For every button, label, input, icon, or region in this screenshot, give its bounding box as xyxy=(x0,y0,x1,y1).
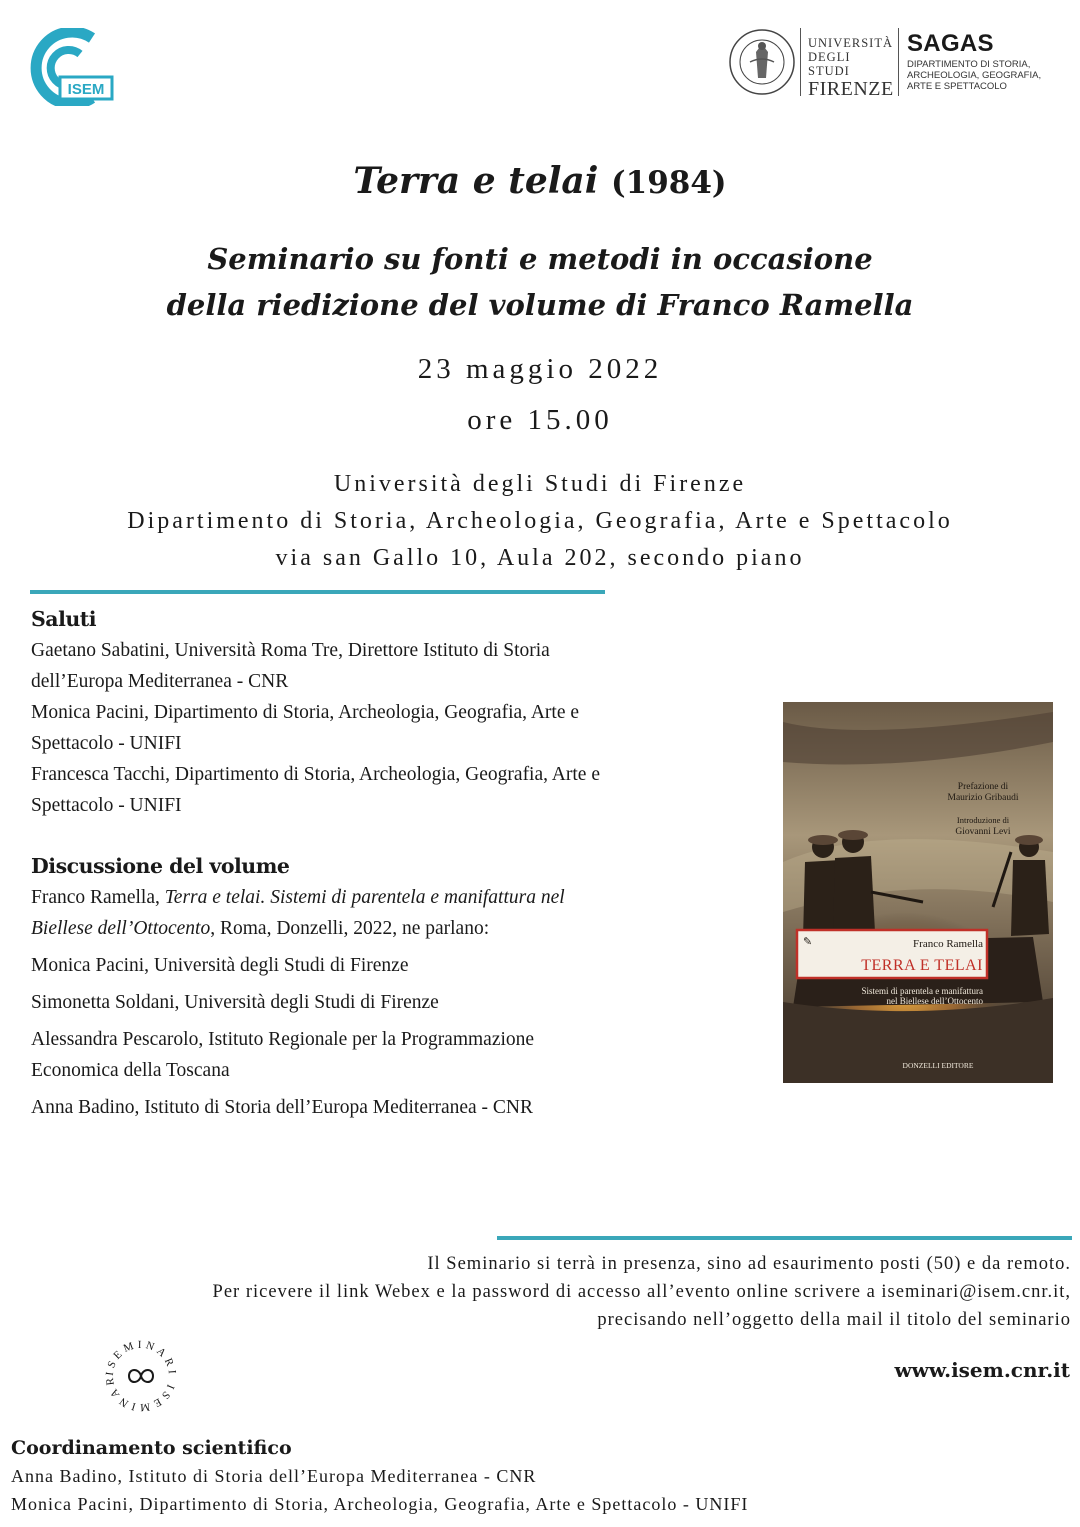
logo-divider xyxy=(898,28,899,96)
coordinamento-line: Anna Badino, Istituto di Storia dell’Europa Mediterranea - CNR xyxy=(11,1466,537,1486)
saluti-line: Spettacolo - UNIFI xyxy=(31,733,182,754)
cover-subtitle-2: nel Biellese dell’Ottocento xyxy=(886,996,983,1006)
speaker-line: Economica della Toscana xyxy=(31,1060,230,1081)
saluti-line: Gaetano Sabatini, Università Roma Tre, Direttore Istituto di Storia xyxy=(31,640,550,661)
university-name xyxy=(808,36,896,100)
divider-bottom xyxy=(497,1236,1072,1240)
cover-author: Franco Ramella xyxy=(913,938,983,950)
speaker-line: Alessandra Pescarolo, Istituto Regionale per la Programmazione xyxy=(31,1029,535,1050)
subtitle-line1: Seminario su fonti e metodi in occasione xyxy=(207,242,873,276)
coordinamento-section xyxy=(11,1434,1071,1518)
venue-line2: Dipartimento di Storia, Archeologia, Geografia, Arte e Spettacolo xyxy=(127,508,953,534)
subtitle-line2: della riedizione del volume di Franco Ramella xyxy=(166,288,914,322)
info-line3: precisando nell’oggetto della mail il titolo del seminario xyxy=(597,1310,1071,1330)
sagas-subtitle: DIPARTIMENTO DI STORIA, ARCHEOLOGIA, GEOGRAFIA, ARTE E SPETTACOLO xyxy=(907,59,1042,92)
venue-line3: via san Gallo 10, Aula 202, secondo piano xyxy=(275,545,805,571)
info-line2: Per ricevere il link Webex e la password di accesso all’evento online scrivere a iseminari@isem.cnr.it, xyxy=(212,1282,1071,1302)
coordinamento-heading: Coordinamento scientifico xyxy=(11,1437,292,1459)
book-publication: , Roma, Donzelli, 2022, ne parlano: xyxy=(210,918,490,939)
iseminari-seal-icon xyxy=(100,1335,182,1417)
book-cover-image xyxy=(783,702,1053,1083)
logo-divider xyxy=(800,28,801,96)
event-subtitle xyxy=(0,236,1080,328)
svg-text:ISEM: ISEM xyxy=(67,81,105,98)
cover-subtitle-1: Sistemi di parentela e manifattura xyxy=(861,986,983,996)
unifi-sagas-logo xyxy=(728,24,1058,100)
cover-intro-label: Introduzione di xyxy=(956,815,1010,825)
cover-pref-name: Maurizio Gribaudi xyxy=(947,793,1019,803)
isem-logo xyxy=(30,28,116,106)
book-author: Franco Ramella, xyxy=(31,887,165,908)
event-date: 23 maggio 2022 xyxy=(417,353,663,385)
sagas-title: SAGAS xyxy=(907,30,994,57)
cover-intro-name: Giovanni Levi xyxy=(955,827,1011,837)
event-title xyxy=(0,160,1080,202)
title-italic: Terra e telai xyxy=(353,160,599,202)
book-citation-line2 xyxy=(31,913,771,944)
cover-publisher-icon: ✎ xyxy=(803,935,813,948)
discussione-heading: Discussione del volume xyxy=(31,854,290,878)
speaker-item: Anna Badino, Istituto di Storia dell’Europa Mediterranea - CNR xyxy=(31,1097,534,1118)
coordinamento-line: Monica Pacini, Dipartimento di Storia, Archeologia, Geografia, Arte e Spettacolo - UNIFI xyxy=(11,1494,749,1514)
event-time: ore 15.00 xyxy=(467,404,613,436)
cover-title: TERRA E TELAI xyxy=(861,957,983,974)
speaker-item: Simonetta Soldani, Università degli Studi di Firenze xyxy=(31,992,439,1013)
info-line1: Il Seminario si terrà in presenza, sino ad esaurimento posti (50) e da remoto. xyxy=(427,1254,1071,1274)
website-link[interactable]: www.isem.cnr.it xyxy=(894,1358,1070,1382)
cover-publisher: DONZELLI EDITORE xyxy=(902,1061,974,1070)
university-seal-icon xyxy=(728,28,796,96)
saluti-heading: Saluti xyxy=(31,607,97,631)
university-name-line1: UNIVERSITÀ xyxy=(808,36,893,50)
speaker-item xyxy=(31,1024,771,1086)
attendance-info xyxy=(30,1250,1071,1334)
program xyxy=(31,604,771,1123)
saluti-line: Monica Pacini, Dipartimento di Storia, Archeologia, Geografia, Arte e xyxy=(31,702,580,723)
book-title-part2: Biellese dell’Ottocento xyxy=(31,918,211,939)
saluti-line: dell’Europa Mediterranea - CNR xyxy=(31,671,289,692)
book-title-part1: Terra e telai. Sistemi di parentela e manifattura nel xyxy=(164,887,565,908)
event-venue xyxy=(0,466,1080,577)
saluti-line: Francesca Tacchi, Dipartimento di Storia, Archeologia, Geografia, Arte e xyxy=(31,764,600,785)
venue-line1: Università degli Studi di Firenze xyxy=(333,471,747,497)
saluti-line: Spettacolo - UNIFI xyxy=(31,795,182,816)
book-citation-line1 xyxy=(31,882,771,913)
divider-top xyxy=(30,590,605,594)
university-name-line2: DEGLI STUDI xyxy=(808,50,851,78)
title-year: (1984) xyxy=(610,165,727,201)
svg-text:ISEMINARI ISEMINARI: ISEMINARI ISEMINAR xyxy=(103,1338,179,1414)
speaker-item: Monica Pacini, Università degli Studi di Firenze xyxy=(31,955,409,976)
cover-pref-label: Prefazione di xyxy=(957,782,1009,792)
university-name-line3: FIRENZE xyxy=(808,78,894,100)
